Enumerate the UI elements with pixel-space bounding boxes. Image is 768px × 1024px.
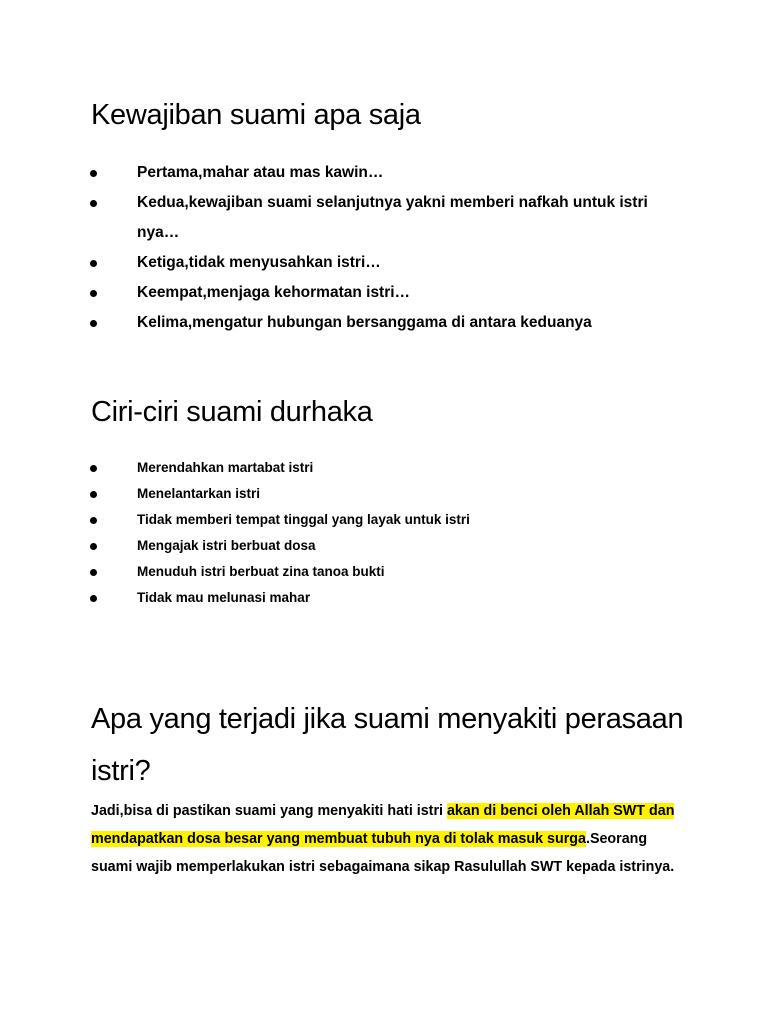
list-item: Mengajak istri berbuat dosa — [90, 533, 690, 559]
highlighted-text: akan di benci oleh Allah SWT dan mendapatkan dosa besar yang membuat tubuh nya di tolak masuk surga — [91, 803, 675, 847]
body-paragraph — [91, 797, 681, 881]
paragraph-text-end: .Seorang suami wajib memperlakukan istri sebagaimana sikap Rasulullah SWT kepada istrinya. — [91, 831, 675, 875]
list-item: Ketiga,tidak menyusahkan istri… — [90, 248, 690, 278]
ciri-ciri-list — [90, 455, 690, 611]
list-item: Kelima,mengatur hubungan bersanggama di antara keduanya — [90, 308, 690, 338]
list-item: Keempat,menjaga kehormatan istri… — [90, 278, 690, 308]
list-item: Tidak mau melunasi mahar — [90, 585, 690, 611]
list-item: Tidak memberi tempat tinggal yang layak untuk istri — [90, 507, 690, 533]
section-heading-kewajiban: Kewajiban suami apa saja — [91, 99, 421, 131]
section-heading-apa-yang-terjadi: Apa yang terjadi jika suami menyakiti perasaan istri? — [91, 703, 684, 787]
list-item: Menelantarkan istri — [90, 481, 690, 507]
section-heading-ciri-ciri: Ciri-ciri suami durhaka — [91, 396, 373, 428]
list-item: Merendahkan martabat istri — [90, 455, 690, 481]
list-item: Pertama,mahar atau mas kawin… — [90, 158, 690, 188]
kewajiban-list — [90, 158, 690, 338]
list-item: Kedua,kewajiban suami selanjutnya yakni memberi nafkah untuk istri nya… — [90, 188, 690, 248]
paragraph-text-start: Jadi,bisa di pastikan suami yang menyakiti hati istri — [91, 803, 447, 819]
list-item: Menuduh istri berbuat zina tanoa bukti — [90, 559, 690, 585]
